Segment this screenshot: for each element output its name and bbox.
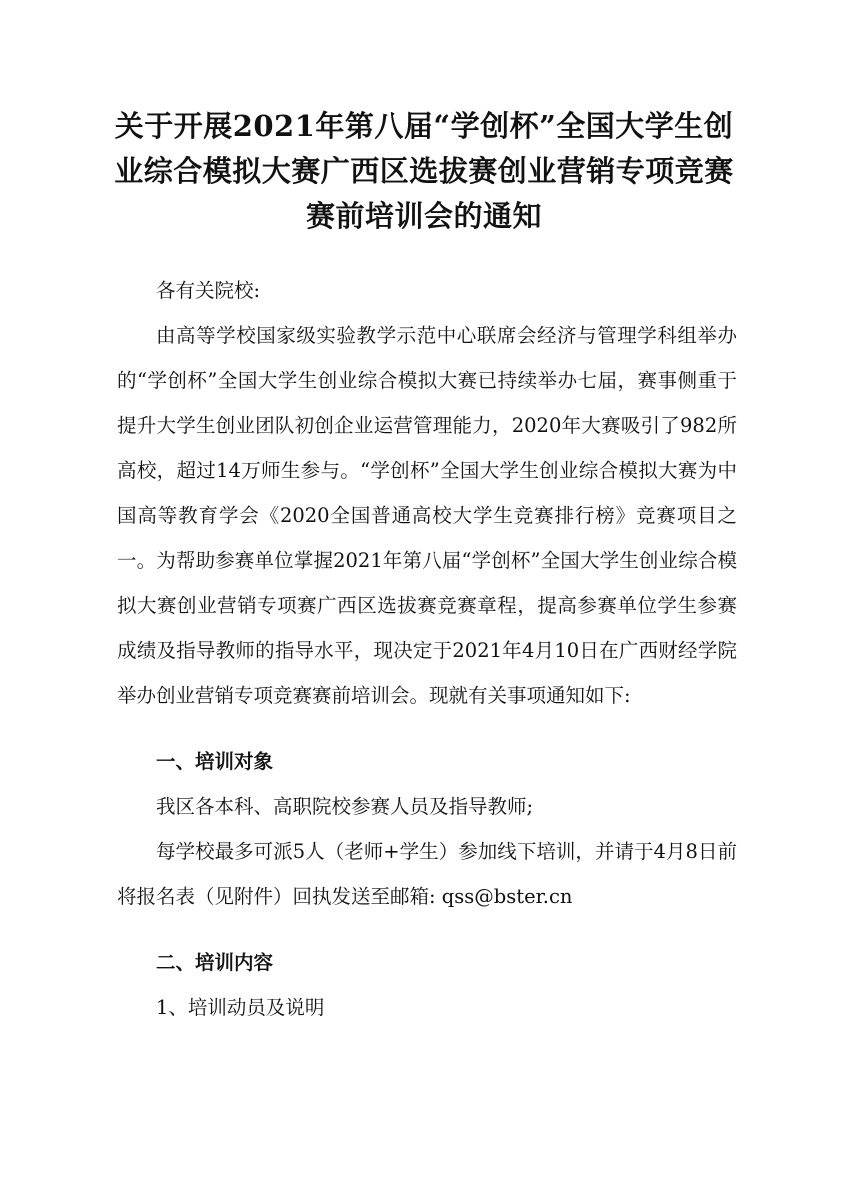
section-1-paragraph-2: 每学校最多可派5人（老师+学生）参加线下培训，并请于4月8日前将报名表（见附件）回执发送至邮箱: qss@bster.cn [117,840,737,908]
section-1-paragraph-1: 我区各本科、高职院校参赛人员及指导教师; [156,795,534,818]
salutation: 各有关院校: [156,279,261,302]
title-line-2: 业综合模拟大赛广西区选拔赛创业营销专项竞赛 [114,154,734,188]
section-gap [117,919,737,940]
section-gap [117,718,737,739]
section-2-item-1: 1、培训动员及说明 [156,996,325,1019]
document-body [117,268,737,1030]
document-title [110,104,738,239]
section-1-heading: 一、培训对象 [156,750,274,773]
intro-paragraph: 由高等学校国家级实验教学示范中心联席会经济与管理学科组举办的“学创杯”全国大学生创业综合模拟大赛已持续举办七届，赛事侧重于提升大学生创业团队初创企业运营管理能力，2020年大赛吸引了982所高校，超过14万师生参与。“学创杯”全国大学生创业综合模拟大赛为中国高等教育学会《2020全国普通高校大学生竞赛排行榜》竞赛项目之一。为帮助参赛单位掌握2021年第八届“学创杯”全国大学生创业综合模拟大赛创业营销专项赛广西区选拔赛竞赛章程，提高参赛单位学生参赛成绩及指导教师的指导水平，现决定于2021年4月10日在广西财经学院举办创业营销专项竞赛赛前培训会。现就有关事项通知如下: [117,324,737,707]
section-2-heading: 二、培训内容 [156,951,274,974]
title-line-1: 关于开展2021年第八届“学创杯”全国大学生创 [114,109,734,143]
title-line-3: 赛前培训会的通知 [305,199,542,233]
